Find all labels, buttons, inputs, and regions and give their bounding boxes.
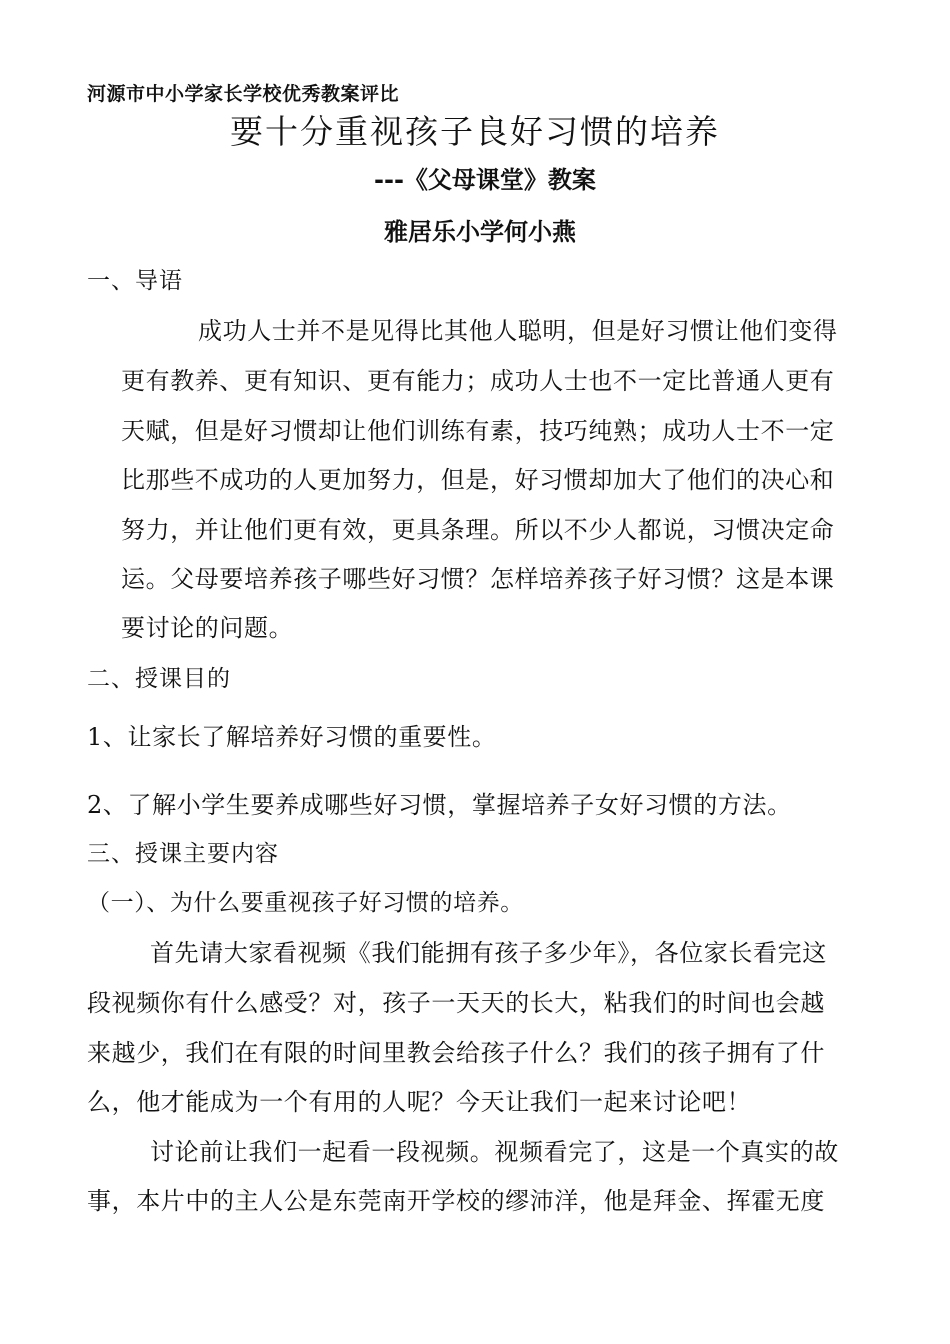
section-2-item: 2、了解小学生要养成哪些好习惯，掌握培养子女好习惯的方法。 — [87, 791, 792, 819]
document-title: 要十分重视孩子良好习惯的培养 — [230, 112, 720, 151]
section-3-para2-line: 事，本片中的主人公是东莞南开学校的缪沛洋，他是拜金、挥霍无度 — [87, 1187, 825, 1215]
section-3-para1-line: 来越少，我们在有限的时间里教会给孩子什么？我们的孩子拥有了什 — [87, 1039, 825, 1067]
section-1-heading: 一、导语 — [87, 268, 183, 294]
section-1-line: 运。父母要培养孩子哪些好习惯？怎样培养孩子好习惯？这是本课 — [121, 565, 835, 593]
section-2-heading: 二、授课目的 — [87, 666, 231, 692]
document-subtitle: ---《父母课堂》教案 — [374, 166, 596, 194]
section-3-para1-line: 段视频你有什么感受？对，孩子一天天的长大，粘我们的时间也会越 — [87, 989, 825, 1017]
section-3-para2-line: 讨论前让我们一起看一段视频。视频看完了，这是一个真实的故 — [150, 1138, 839, 1166]
header-note: 河源市中小学家长学校优秀教案评比 — [87, 83, 400, 105]
document-author: 雅居乐小学何小燕 — [384, 218, 576, 246]
section-1-line: 比那些不成功的人更加努力，但是，好习惯却加大了他们的决心和 — [121, 466, 835, 494]
section-3-para1-line: 么，他才能成为一个有用的人呢？今天让我们一起来讨论吧！ — [87, 1088, 752, 1116]
section-3-heading: 三、授课主要内容 — [87, 841, 279, 867]
section-1-line: 要讨论的问题。 — [121, 614, 294, 642]
section-1-line: 成功人士并不是见得比其他人聪明，但是好习惯让他们变得 — [198, 317, 838, 345]
section-1-line: 努力，并让他们更有效，更具条理。所以不少人都说，习惯决定命 — [121, 516, 835, 544]
section-2-item: 1、让家长了解培养好习惯的重要性。 — [87, 723, 497, 751]
section-3-para1-line: 首先请大家看视频《我们能拥有孩子多少年》，各位家长看完这 — [150, 939, 827, 967]
section-1-line: 更有教养、更有知识、更有能力；成功人士也不一定比普通人更有 — [121, 367, 835, 395]
section-1-line: 天赋，但是好习惯却让他们训练有素，技巧纯熟；成功人士不一定 — [121, 417, 835, 445]
section-3-subheading: （一）、为什么要重视孩子好习惯的培养。 — [87, 890, 524, 916]
